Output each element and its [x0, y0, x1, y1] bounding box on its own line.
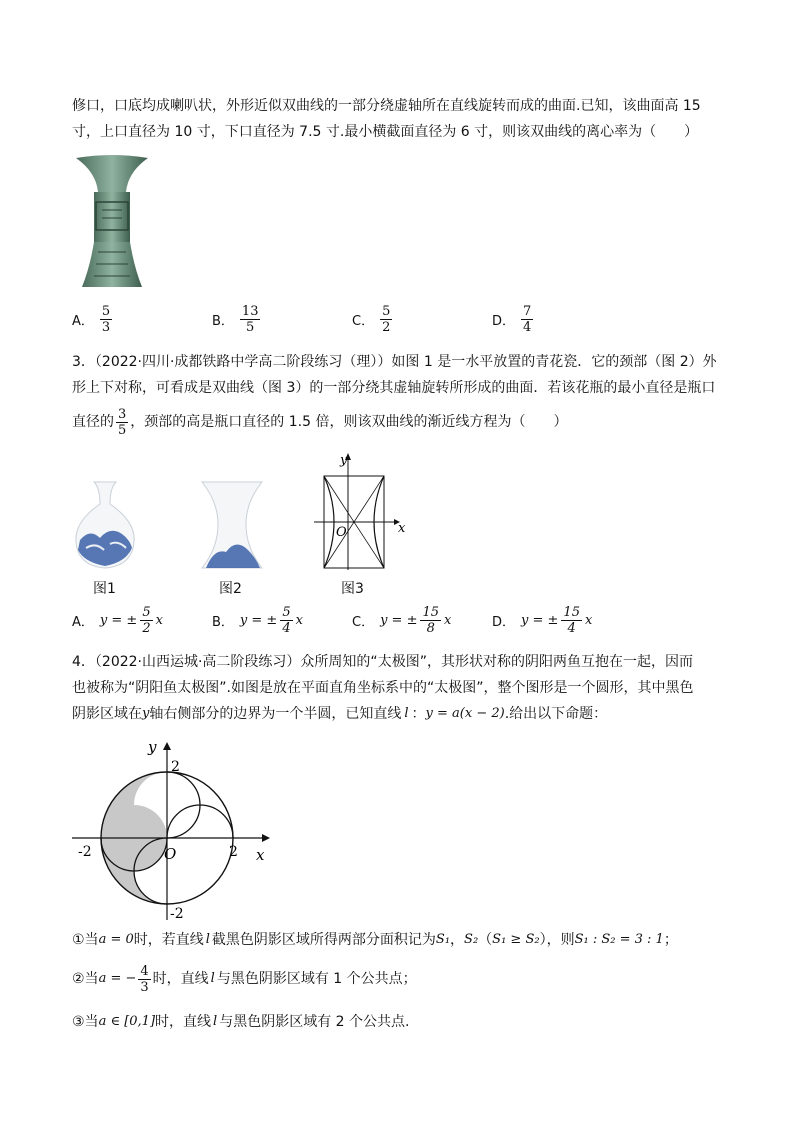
numerator: 5	[142, 605, 151, 620]
q4-proposition-1	[72, 930, 678, 950]
equation-variable: x	[155, 613, 163, 628]
taiji-diagram	[70, 734, 280, 924]
prop1-part: ①当	[72, 932, 99, 948]
prop1-math: S₁ ≥ S₂	[492, 932, 540, 947]
prop2-part: ②当	[72, 971, 99, 987]
q2-text-line1: 修口，口底均成喇叭状，外形近似双曲线的一部分绕虚轴所在直线旋转而成的曲面.已知，该曲面高 15	[72, 98, 701, 114]
numerator: 15	[563, 605, 580, 620]
bronze-vessel-image	[72, 152, 152, 297]
hyperbola-figure-3	[310, 448, 410, 574]
prop1-part: ，	[450, 932, 465, 948]
x-axis-label: x	[256, 846, 265, 864]
equation-lhs: y = ±	[380, 613, 418, 628]
prop2-math: a = −	[98, 971, 137, 986]
prop3-part: ③当	[72, 1014, 99, 1030]
prop3-math: a ∈ [0,1]	[98, 1014, 156, 1029]
prop1-part: ；	[663, 932, 678, 948]
numerator: 15	[422, 605, 440, 620]
prop3-part: 时，直线	[155, 1014, 212, 1030]
q2-option-b[interactable]	[212, 304, 260, 335]
tick-label-right: 2	[229, 844, 238, 860]
origin-label: O	[336, 525, 347, 540]
prop3-part: 与黑色阴影区域有 2 个公共点.	[219, 1014, 410, 1030]
q2-option-b-label: B．	[212, 314, 234, 329]
q4-proposition-2	[72, 962, 417, 996]
denominator: 4	[523, 320, 532, 335]
x-axis-label: x	[398, 521, 406, 536]
q3-line3-prefix: 直径的	[72, 414, 114, 430]
origin-label: O	[164, 845, 177, 863]
prop1-math: S₂	[464, 932, 479, 947]
q4-line3-colon: ：	[411, 706, 426, 722]
q4-line3-middle: 轴右侧部分的边界为一个半圆，已知直线	[149, 706, 402, 722]
denominator: 4	[282, 621, 291, 636]
tick-label-top: 2	[171, 759, 180, 775]
numerator: 5	[282, 605, 291, 620]
q2-option-c[interactable]	[352, 304, 392, 335]
q3-option-b-equation	[240, 605, 303, 636]
q3-option-b[interactable]	[212, 605, 303, 636]
numerator: 5	[382, 304, 391, 319]
q4-line3-equation: y = a(x − 2)	[425, 706, 505, 721]
q3-option-d-label: D．	[492, 615, 516, 630]
numerator: 3	[118, 406, 127, 422]
q2-option-a[interactable]	[72, 304, 112, 335]
equation-variable: x	[295, 613, 303, 628]
q2-option-c-fraction	[380, 304, 392, 335]
q4-line3-suffix: .给出以下命题：	[504, 706, 608, 722]
q3-option-d[interactable]	[492, 605, 592, 636]
numerator: 5	[101, 304, 111, 319]
q3-line3-fraction	[116, 407, 128, 438]
tick-label-bottom: -2	[170, 906, 184, 922]
denominator: 4	[567, 621, 576, 636]
prop1-part: 时，若直线	[133, 932, 204, 948]
vase-figure-2-image	[196, 478, 268, 570]
q3-option-c-equation	[380, 605, 451, 636]
q3-text-line2: 形上下对称，可看成是双曲线（图 3）的一部分绕其虚轴旋转所形成的曲面．若该花瓶的最小直径是瓶口	[72, 380, 716, 396]
q2-option-a-fraction	[100, 304, 112, 335]
prop2-part: 与黑色阴影区域有 1 个公共点；	[216, 971, 417, 987]
equation-variable: x	[444, 613, 452, 628]
q3-option-a-label: A．	[72, 615, 94, 630]
q2-text-line2: 寸，上口直径为 10 寸，下口直径为 7.5 寸.最小横截面直径为 6 寸，则该双曲线的离心率为（ ）	[72, 124, 699, 140]
q2-option-c-label: C．	[352, 314, 375, 329]
q2-option-d-label: D．	[492, 314, 516, 329]
numerator: 7	[523, 304, 532, 319]
q4-text-line3	[72, 704, 607, 724]
denominator: 5	[246, 320, 255, 335]
prop3-math: l	[213, 1014, 218, 1029]
prop2-math: l	[210, 971, 215, 986]
prop1-part: 截黑色阴影区域所得两部分面积记为	[211, 932, 436, 948]
equation-lhs: y = ±	[99, 613, 138, 628]
q3-text-line1: 3．（2022·四川·成都铁路中学高二阶段练习（理））如图 1 是一水平放置的青花瓷．它的颈部（图 2）外	[72, 354, 717, 370]
prop1-math: l	[205, 932, 210, 947]
q4-text-line1: 4．（2022·山西运城·高二阶段练习）众所周知的“太极图”，其形状对称的阴阳两鱼互抱在一起，因而	[72, 654, 693, 670]
denominator: 2	[382, 320, 391, 335]
equation-variable: x	[584, 613, 593, 628]
q3-line3-suffix: ，颈部的高是瓶口直径的 1.5 倍，则该双曲线的渐近线方程为（ ）	[130, 414, 568, 430]
q3-option-c[interactable]	[352, 605, 451, 636]
prop1-math: S₁ : S₂ = 3 : 1	[574, 932, 664, 947]
q3-option-a[interactable]	[72, 605, 163, 636]
denominator: 3	[101, 320, 111, 335]
equation-fraction	[140, 605, 152, 636]
denominator: 3	[140, 979, 149, 995]
prop1-part: （	[478, 932, 493, 948]
denominator: 5	[118, 422, 127, 438]
prop2-part: 时，直线	[152, 971, 209, 987]
y-axis-label: y	[148, 738, 157, 756]
q3-text-line3	[72, 404, 567, 440]
q4-line3-prefix: 阴影区域在	[72, 706, 142, 722]
prop1-math: a = 0	[98, 932, 134, 947]
q3-option-a-equation	[100, 605, 163, 636]
equation-lhs: y = ±	[521, 613, 559, 628]
y-axis-arrow-icon	[163, 742, 171, 750]
equation-fraction	[280, 605, 292, 636]
equation-lhs: y = ±	[239, 613, 278, 628]
fig3-caption: 图3	[341, 581, 364, 597]
equation-fraction	[561, 605, 582, 636]
q2-option-a-label: A．	[72, 314, 94, 329]
q2-option-b-fraction	[240, 304, 261, 335]
fig1-caption: 图1	[93, 581, 116, 597]
q3-option-c-label: C．	[352, 615, 375, 630]
q2-option-d-fraction	[521, 304, 533, 335]
numerator: 13	[241, 304, 259, 319]
vase-figure-1-image	[70, 478, 140, 570]
q4-text-line2: 也被称为“阴阳鱼太极图”.如图是放在平面直角坐标系中的“太极图”，整个图形是一个圆形，其中黑色	[72, 680, 694, 696]
q4-proposition-3	[72, 1012, 409, 1032]
fig2-caption: 图2	[219, 581, 242, 597]
q2-option-d[interactable]	[492, 304, 533, 335]
q4-line3-l: l	[404, 706, 409, 721]
q3-option-b-label: B．	[212, 615, 234, 630]
x-axis-arrow-icon	[262, 834, 270, 842]
q4-line3-y: y	[142, 706, 150, 721]
prop1-math: S₁	[435, 932, 451, 947]
y-axis-label: y	[340, 453, 348, 468]
denominator: 8	[426, 621, 435, 636]
q3-option-d-equation	[521, 605, 592, 636]
tick-label-left: -2	[78, 844, 92, 860]
prop2-fraction	[138, 964, 150, 995]
numerator: 4	[140, 963, 149, 979]
equation-fraction	[420, 605, 441, 636]
prop1-part: ），则	[539, 932, 575, 948]
denominator: 2	[142, 621, 151, 636]
